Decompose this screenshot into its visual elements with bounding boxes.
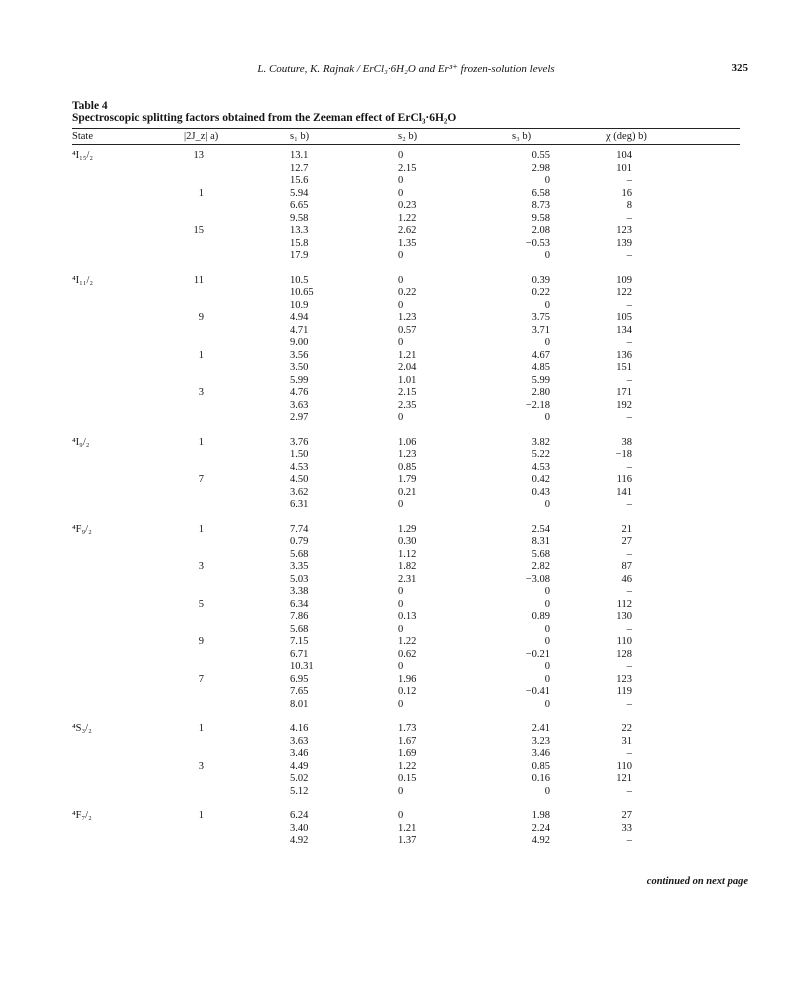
cell-j: 1 [198, 723, 204, 734]
cell-j: 9 [198, 312, 204, 323]
cell-chi: 123 [616, 225, 632, 236]
column-header-s3: s₃ b) [512, 131, 532, 142]
cell-s3: 5.68 [531, 548, 550, 560]
cell-s1: 3.56 [290, 349, 309, 361]
cell-s2: 1.29 [398, 523, 417, 535]
cell-s1: 5.68 [290, 623, 309, 635]
cell-j: 9 [198, 636, 204, 647]
table-row [72, 810, 740, 823]
cell-chi: – [626, 412, 632, 423]
cell-s2: 1.67 [398, 735, 417, 747]
cell-s1: 7.86 [290, 611, 309, 622]
cell-state: ⁴I₉/₂ [72, 436, 90, 448]
cell-s1: 6.31 [290, 499, 309, 510]
cell-s3: 2.24 [531, 822, 550, 834]
cell-s3: 5.22 [531, 449, 550, 460]
cell-s1: 4.16 [290, 723, 309, 734]
cell-s1: 7.15 [290, 636, 309, 647]
cell-s1: 5.03 [290, 573, 309, 585]
cell-state: ⁴I₁₁/₂ [72, 274, 94, 286]
cell-s3: 0 [544, 661, 550, 672]
table-row [72, 549, 740, 562]
cell-s3: 0.16 [531, 773, 550, 784]
cell-chi: 27 [621, 536, 632, 547]
cell-chi: 119 [616, 686, 632, 697]
cell-s3: 0 [544, 785, 550, 797]
cell-chi: 104 [616, 150, 632, 161]
cell-s3: 0.85 [531, 760, 550, 772]
cell-chi: 21 [621, 523, 632, 535]
cell-s2: 1.01 [398, 374, 417, 386]
cell-s1: 6.95 [290, 673, 309, 685]
cell-chi: 105 [616, 312, 632, 323]
cell-s1: 4.49 [290, 760, 309, 772]
cell-s1: 3.62 [290, 486, 309, 498]
cell-j: 3 [198, 760, 204, 772]
table-row [72, 175, 740, 188]
cell-s3: 2.41 [531, 723, 550, 734]
cell-s3: 0 [544, 337, 550, 348]
cell-s2: 1.37 [398, 835, 417, 846]
cell-s1: 4.76 [290, 387, 309, 398]
table-row [72, 225, 740, 238]
table-row [72, 574, 740, 587]
table-top-rule [72, 128, 740, 129]
cell-s1: 5.99 [290, 374, 309, 386]
cell-s2: 1.23 [398, 449, 417, 460]
cell-s2: 0.62 [398, 648, 417, 660]
cell-chi: 87 [621, 561, 632, 572]
cell-s3: 0.43 [531, 486, 550, 498]
cell-chi: – [626, 661, 632, 672]
column-header-state: State [72, 131, 93, 142]
continued-note: continued on next page [646, 876, 748, 887]
cell-s2: 0.22 [398, 287, 417, 298]
table-row [72, 674, 740, 687]
cell-s3: 3.75 [531, 312, 550, 323]
table-row [72, 150, 740, 163]
cell-chi: 112 [616, 598, 632, 610]
cell-s2: 1.79 [398, 474, 417, 485]
cell-s1: 4.53 [290, 461, 309, 473]
cell-s1: 5.68 [290, 548, 309, 560]
cell-j: 7 [198, 474, 204, 485]
table-row [72, 449, 740, 462]
cell-s1: 9.58 [290, 212, 309, 224]
cell-chi: 171 [616, 387, 632, 398]
table-header-rule [72, 144, 740, 145]
table-row [72, 786, 740, 799]
cell-s2: 1.69 [398, 748, 417, 759]
cell-s1: 3.46 [290, 748, 309, 759]
cell-chi: – [626, 623, 632, 635]
cell-chi: 110 [616, 636, 632, 647]
cell-s3: 5.99 [531, 374, 550, 386]
cell-s1: 10.9 [290, 299, 309, 311]
table-row [72, 350, 740, 363]
cell-chi: 22 [621, 723, 632, 734]
cell-s2: 2.15 [398, 387, 417, 398]
cell-chi: 141 [616, 486, 632, 498]
cell-chi: – [626, 548, 632, 560]
cell-chi: 192 [616, 399, 632, 411]
table-row [72, 561, 740, 574]
cell-s1: 15.6 [290, 175, 309, 186]
cell-s1: 6.71 [290, 648, 309, 660]
cell-s3: 4.85 [531, 362, 550, 373]
cell-chi: 31 [621, 735, 632, 747]
cell-s1: 3.63 [290, 735, 309, 747]
cell-s1: 3.76 [290, 436, 309, 448]
cell-s3: 0.89 [531, 611, 550, 622]
cell-s2: 1.12 [398, 548, 417, 560]
cell-s3: 4.53 [531, 461, 550, 473]
cell-s3: 0.22 [531, 287, 550, 298]
column-header-j: |2J_z| a) [184, 131, 219, 142]
cell-s3: 0 [544, 175, 550, 186]
table-row [72, 300, 740, 313]
cell-s1: 4.94 [290, 312, 309, 323]
running-head: L. Couture, K. Rajnak / ErCl₃·6H₂O and Er³⁺ frozen-solution levels [257, 63, 555, 75]
cell-s1: 4.50 [290, 474, 309, 485]
table-row [72, 536, 740, 549]
cell-s3: 0 [544, 598, 550, 610]
cell-chi: 8 [626, 200, 632, 211]
cell-s1: 6.34 [290, 598, 309, 610]
cell-s2: 1.73 [398, 723, 417, 734]
cell-s3: 2.82 [531, 561, 550, 572]
cell-s1: 2.97 [290, 412, 309, 423]
cell-s1: 5.94 [290, 187, 309, 199]
cell-s3: 3.46 [531, 748, 550, 759]
cell-s1: 7.74 [290, 523, 309, 535]
cell-s2: 2.35 [398, 399, 417, 411]
cell-s3: 1.98 [531, 810, 550, 821]
cell-s2: 0 [398, 412, 404, 423]
cell-s3: −0.41 [525, 686, 550, 697]
cell-chi: – [626, 499, 632, 510]
cell-s1: 7.65 [290, 686, 309, 697]
cell-s3: 4.92 [531, 835, 550, 846]
cell-s2: 0.30 [398, 536, 417, 547]
cell-s3: 0 [544, 673, 550, 685]
cell-s1: 15.8 [290, 237, 309, 249]
cell-chi: 46 [621, 573, 632, 585]
cell-s2: 1.06 [398, 436, 417, 448]
cell-chi: – [626, 212, 632, 224]
cell-j: 1 [198, 523, 204, 535]
table-row [72, 474, 740, 487]
cell-s2: 0 [398, 785, 404, 797]
cell-chi: – [626, 461, 632, 473]
cell-chi: – [626, 175, 632, 186]
cell-s2: 0 [398, 810, 404, 821]
cell-s3: 0 [544, 299, 550, 311]
cell-s2: 0 [398, 586, 404, 597]
table-row [72, 400, 740, 413]
table-row [72, 611, 740, 624]
table-row [72, 325, 740, 338]
table-row [72, 487, 740, 500]
cell-j: 3 [198, 561, 204, 572]
cell-s1: 12.7 [290, 162, 309, 174]
cell-s1: 5.12 [290, 785, 309, 797]
cell-j: 1 [198, 810, 204, 821]
cell-chi: 116 [616, 474, 632, 485]
table-row [72, 524, 740, 537]
table-row [72, 723, 740, 736]
cell-s2: 1.22 [398, 760, 417, 772]
table-row [72, 188, 740, 201]
cell-s2: 0.13 [398, 611, 417, 622]
cell-chi: 16 [621, 187, 632, 199]
cell-s3: 0 [544, 623, 550, 635]
cell-s3: 0 [544, 636, 550, 647]
cell-state: ⁴S₃/₂ [72, 723, 92, 734]
cell-s1: 13.3 [290, 225, 309, 236]
cell-s3: 4.67 [531, 349, 550, 361]
cell-chi: 110 [616, 760, 632, 772]
cell-s2: 1.23 [398, 312, 417, 323]
cell-s2: 2.15 [398, 162, 417, 174]
cell-s3: 8.31 [531, 536, 550, 547]
cell-s1: 3.63 [290, 399, 309, 411]
cell-s3: 3.23 [531, 735, 550, 747]
cell-s1: 17.9 [290, 250, 309, 261]
cell-s2: 1.21 [398, 822, 417, 834]
cell-chi: 38 [621, 436, 632, 448]
cell-chi: 130 [616, 611, 632, 622]
cell-s3: −0.53 [525, 237, 550, 249]
cell-s2: 0 [398, 623, 404, 635]
cell-s2: 0 [398, 661, 404, 672]
table-row [72, 238, 740, 251]
cell-s3: 6.58 [531, 187, 550, 199]
cell-s2: 1.22 [398, 636, 417, 647]
cell-chi: 123 [616, 673, 632, 685]
cell-s1: 4.92 [290, 835, 309, 846]
cell-j: 11 [193, 274, 204, 286]
cell-chi: 101 [616, 162, 632, 174]
cell-s2: 1.35 [398, 237, 417, 249]
cell-s3: −0.21 [525, 648, 550, 660]
table-row [72, 287, 740, 300]
cell-s1: 3.50 [290, 362, 309, 373]
cell-s1: 9.00 [290, 337, 309, 348]
cell-s3: −3.08 [525, 573, 550, 585]
cell-chi: 136 [616, 349, 632, 361]
cell-state: ⁴I₁₅/₂ [72, 150, 94, 161]
table-row [72, 462, 740, 475]
cell-s1: 0.79 [290, 536, 309, 547]
table-row [72, 823, 740, 836]
cell-s1: 3.35 [290, 561, 309, 572]
cell-s3: 2.54 [531, 523, 550, 535]
cell-chi: – [626, 586, 632, 597]
cell-chi: 27 [621, 810, 632, 821]
cell-s2: 0.21 [398, 486, 417, 498]
cell-chi: – [626, 337, 632, 348]
table-row [72, 275, 740, 288]
cell-s3: 2.80 [531, 387, 550, 398]
table-row [72, 213, 740, 226]
cell-s1: 8.01 [290, 698, 309, 710]
cell-chi: 139 [616, 237, 632, 249]
cell-s1: 3.40 [290, 822, 309, 834]
cell-s3: 0.42 [531, 474, 550, 485]
table-caption: Spectroscopic splitting factors obtained from the Zeeman effect of ErCl₃·6H₂O [72, 112, 457, 124]
cell-chi: 128 [616, 648, 632, 660]
page-number: 325 [731, 62, 748, 74]
table-row [72, 375, 740, 388]
table-row [72, 312, 740, 325]
table-row [72, 649, 740, 662]
cell-s2: 0 [398, 175, 404, 186]
cell-chi: −18 [615, 449, 632, 460]
column-header-s1: s₁ b) [290, 131, 310, 142]
cell-s3: 0 [544, 499, 550, 510]
table-row [72, 337, 740, 350]
table-row [72, 599, 740, 612]
cell-chi: 121 [616, 773, 632, 784]
cell-s3: 3.71 [531, 324, 550, 336]
table-row [72, 387, 740, 400]
cell-s2: 0 [398, 499, 404, 510]
table-row [72, 686, 740, 699]
table-row [72, 624, 740, 637]
cell-chi: 122 [616, 287, 632, 298]
cell-s1: 6.24 [290, 810, 309, 821]
cell-s2: 0 [398, 187, 404, 199]
cell-j: 13 [193, 150, 204, 161]
cell-s1: 10.5 [290, 274, 309, 286]
cell-s2: 0 [398, 299, 404, 311]
table-row [72, 761, 740, 774]
table-title: Table 4 [72, 100, 108, 112]
table-row [72, 736, 740, 749]
cell-s2: 0 [398, 598, 404, 610]
cell-s1: 10.65 [290, 287, 314, 298]
cell-s1: 13.1 [290, 150, 309, 161]
cell-s3: 2.08 [531, 225, 550, 236]
cell-s2: 2.62 [398, 225, 417, 236]
cell-chi: 151 [616, 362, 632, 373]
table-row [72, 499, 740, 512]
cell-s1: 6.65 [290, 200, 309, 211]
table-row [72, 773, 740, 786]
table-row [72, 699, 740, 712]
cell-s2: 0.15 [398, 773, 417, 784]
cell-s3: 0 [544, 412, 550, 423]
cell-s1: 3.38 [290, 586, 309, 597]
table-row [72, 412, 740, 425]
table-row [72, 661, 740, 674]
cell-s3: 3.82 [531, 436, 550, 448]
cell-s2: 0 [398, 698, 404, 710]
cell-chi: – [626, 299, 632, 311]
table-row [72, 437, 740, 450]
cell-s2: 0 [398, 337, 404, 348]
cell-j: 1 [198, 436, 204, 448]
cell-chi: 134 [616, 324, 632, 336]
column-header-chi: χ (deg) b) [606, 131, 647, 142]
cell-s1: 4.71 [290, 324, 309, 336]
cell-s2: 0.57 [398, 324, 417, 336]
cell-s3: 8.73 [531, 200, 550, 211]
cell-s2: 2.04 [398, 362, 417, 373]
cell-s3: 0.39 [531, 274, 550, 286]
cell-s2: 2.31 [398, 573, 417, 585]
cell-chi: – [626, 698, 632, 710]
cell-j: 15 [193, 225, 204, 236]
cell-chi: – [626, 374, 632, 386]
table-row [72, 835, 740, 848]
cell-s2: 0 [398, 274, 404, 286]
cell-s2: 1.22 [398, 212, 417, 224]
cell-s1: 1.50 [290, 449, 309, 460]
cell-s2: 1.21 [398, 349, 417, 361]
cell-j: 3 [198, 387, 204, 398]
column-header-s2: s₂ b) [398, 131, 418, 142]
cell-s1: 5.02 [290, 773, 309, 784]
cell-s3: −2.18 [525, 399, 550, 411]
table-header-row [72, 131, 740, 143]
cell-j: 1 [198, 187, 204, 199]
cell-s3: 9.58 [531, 212, 550, 224]
table-row [72, 250, 740, 263]
cell-j: 1 [198, 349, 204, 361]
table-row [72, 636, 740, 649]
data-table [72, 150, 740, 848]
cell-s1: 10.31 [290, 661, 314, 672]
cell-state: ⁴F₇/₂ [72, 810, 92, 821]
table-row [72, 362, 740, 375]
cell-chi: 109 [616, 274, 632, 286]
cell-s3: 2.98 [531, 162, 550, 174]
cell-chi: – [626, 250, 632, 261]
cell-s3: 0.55 [531, 150, 550, 161]
page-header [0, 0, 812, 80]
cell-s2: 0 [398, 150, 404, 161]
cell-s2: 1.96 [398, 673, 417, 685]
cell-j: 5 [198, 598, 204, 610]
cell-s2: 1.82 [398, 561, 417, 572]
cell-s3: 0 [544, 586, 550, 597]
cell-chi: – [626, 835, 632, 846]
cell-chi: – [626, 748, 632, 759]
cell-s2: 0.12 [398, 686, 417, 697]
table-row [72, 586, 740, 599]
cell-s2: 0 [398, 250, 404, 261]
cell-s2: 0.23 [398, 200, 417, 211]
table-row [72, 200, 740, 213]
cell-s3: 0 [544, 250, 550, 261]
table-row [72, 163, 740, 176]
cell-state: ⁴F₉/₂ [72, 523, 92, 535]
cell-s3: 0 [544, 698, 550, 710]
cell-s2: 0.85 [398, 461, 417, 473]
table-row [72, 748, 740, 761]
cell-chi: 33 [621, 822, 632, 834]
cell-j: 7 [198, 673, 204, 685]
cell-chi: – [626, 785, 632, 797]
